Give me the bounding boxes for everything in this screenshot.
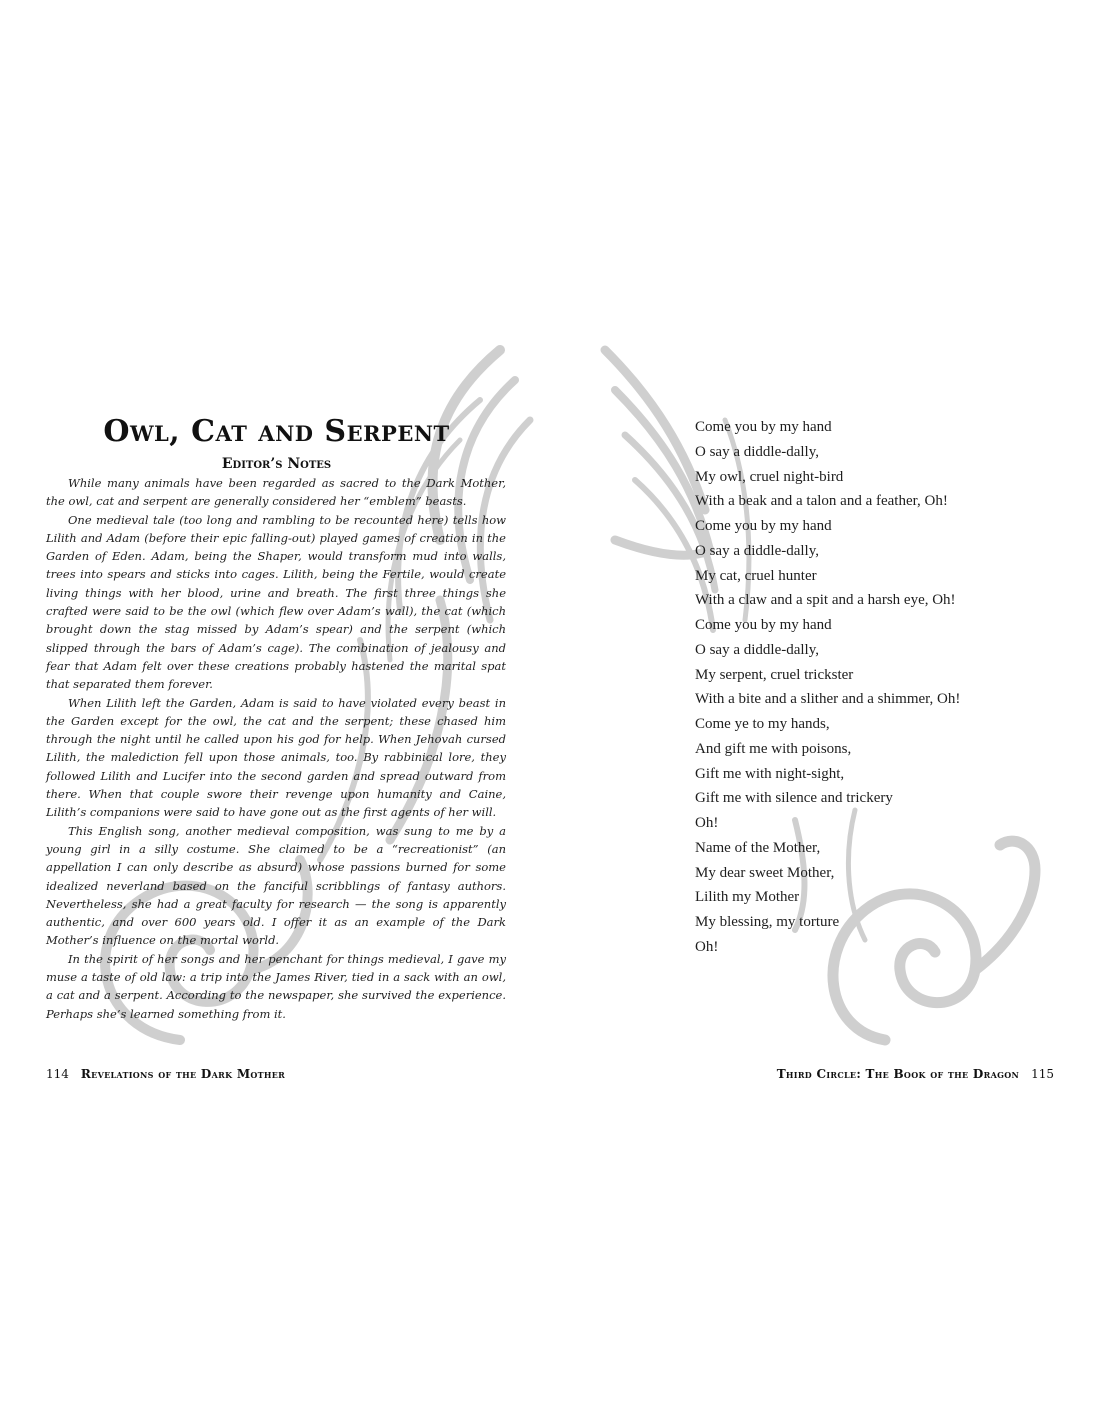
notes-paragraph: While many animals have been regarded as sacred to the Dark Mother, the owl, cat and serpent are generally considered her “emblem” beasts.: [46, 476, 506, 509]
poem-line: My owl, cruel night-bird: [695, 468, 844, 485]
poem-line: Come you by my hand: [695, 617, 832, 633]
right-page-number: 115: [1031, 1067, 1054, 1081]
right-page-footer: [777, 1066, 1054, 1082]
section-heading: Editor’s Notes: [221, 456, 332, 472]
poem-line: O say a diddle-dally,: [695, 641, 819, 658]
right-running-title: Third Circle: The Book of the Dragon: [776, 1067, 1020, 1081]
poem-line: Oh!: [695, 815, 719, 831]
poem-line: Oh!: [695, 938, 719, 955]
notes-paragraph: When Lilith left the Garden, Adam is said to have violated every beast in the Garden except for the owl, the cat and the serpent; these chased him through the night until he called upon his god for help. When Jehovah cursed Lilith, the malediction fell upon those animals, too. By rabbinical lore, they followed Lilith and Lucifer into the second garden and spread outward from there. When that couple swore their revenge upon humanity and Caine, Lilith’s companions were said to have gone out as the first agents of her will.: [46, 695, 506, 820]
poem-line: O say a diddle-dally,: [695, 542, 819, 559]
left-running-title: Revelations of the Dark Mother: [80, 1067, 286, 1081]
poem-line: Gift me with silence and trickery: [695, 790, 893, 807]
poem-line: My blessing, my torture: [695, 914, 840, 930]
poem-line: Name of the Mother,: [695, 839, 821, 856]
poem-line: With a claw and a spit and a harsh eye, Oh!: [695, 592, 956, 609]
poem-line: My serpent, cruel trickster: [695, 666, 854, 683]
editors-notes-body: [46, 474, 506, 1023]
poem-line: Come you by my hand: [695, 518, 832, 534]
left-page-number: 114: [46, 1067, 69, 1081]
left-page-footer: [46, 1066, 285, 1082]
poem-line: My dear sweet Mother,: [695, 864, 835, 881]
poem-line: Come ye to my hands,: [695, 716, 830, 732]
poem-line: With a bite and a slither and a shimmer, Oh!: [695, 691, 961, 708]
page-title: Owl, Cat and Serpent: [103, 414, 450, 449]
poem-line: With a beak and a talon and a feather, Oh!: [695, 493, 948, 510]
notes-paragraph: In the spirit of her songs and her penchant for things medieval, I gave my muse a taste of old law: a trip into the James River, tied in a sack with an owl, a cat and a serpent. According to the newspaper, she survived the experience. Perhaps she’s learned something from it.: [46, 951, 506, 1021]
poem-line: Gift me with night-sight,: [695, 765, 845, 782]
poem-line: My cat, cruel hunter: [695, 567, 817, 584]
poem-line: Come you by my hand: [695, 419, 832, 435]
notes-paragraph: This English song, another medieval composition, was sung to me by a young girl in a silly costume. She claimed to be a “recreationist” (an appellation I can only describe as absurd) whose passions burned for some idealized neverland based on the fanciful scribblings of fantasy authors. Nevertheless, she had a great faculty for research — the song is apparently authentic, and over 600 years old. I offer it as an example of the Dark Mother’s influence on the mortal world.: [46, 823, 506, 948]
poem-line: Lilith my Mother: [695, 889, 800, 906]
song-lyrics: [695, 415, 1055, 960]
notes-paragraph: One medieval tale (too long and rambling to be recounted here) tells how Lilith and Adam (before their epic falling-out) played games of creation in the Garden of Eden. Adam, being the Shaper, would transform mud into walls, trees into spears and sticks into cages. Lilith, being the Fertile, would create living things with her blood, urine and breath. The first three things she crafted were said to be the owl (which flew over Adam’s wall), the cat (which brought down the stag missed by Adam’s spear) and the serpent (which slipped through the bars of Adam’s cage). The combination of jealousy and fear that Adam felt over these creations probably hastened the marital spat that separated them forever.: [46, 512, 506, 692]
poem-line: And gift me with poisons,: [695, 740, 852, 757]
poem-line: O say a diddle-dally,: [695, 443, 819, 460]
